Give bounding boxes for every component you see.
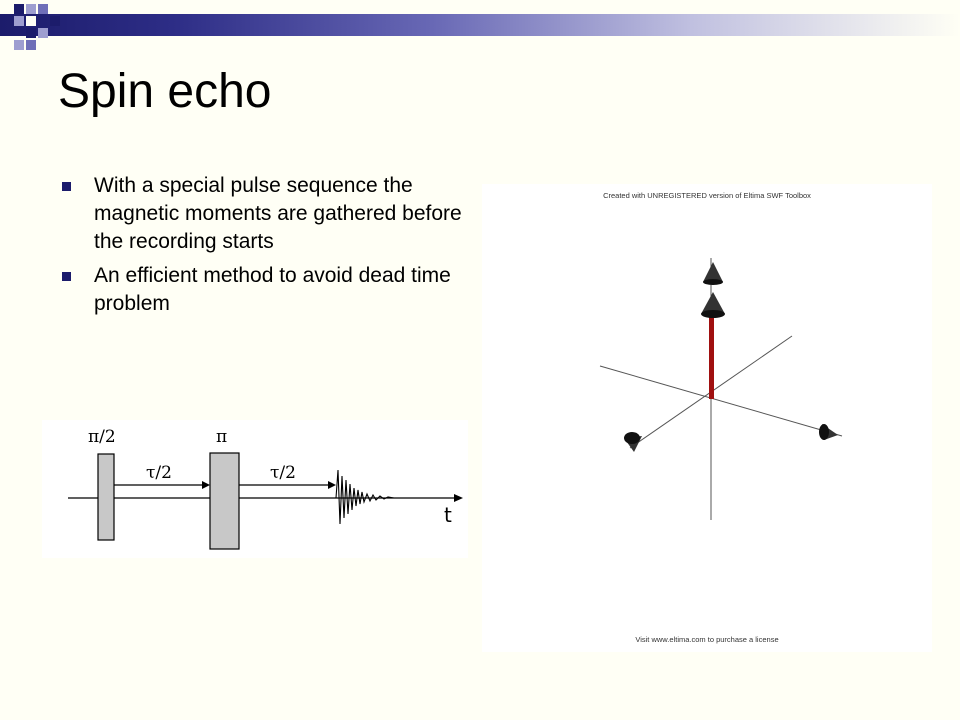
header-square-decoration	[26, 4, 36, 14]
bullet-item	[62, 262, 492, 318]
tau-half-label-2: τ/2	[270, 463, 296, 483]
header-square-decoration	[38, 28, 48, 38]
header-square-decoration	[14, 16, 24, 26]
time-axis-label: t	[444, 503, 452, 527]
header-square-decoration	[14, 40, 24, 50]
pi-pulse-block	[210, 453, 239, 549]
bullet-list	[62, 172, 492, 324]
tau-half-label-1: τ/2	[146, 463, 172, 483]
bullet-item	[62, 172, 492, 256]
slide-title: Spin echo	[58, 65, 272, 118]
header-square-decoration	[26, 16, 36, 26]
header-gradient-bar	[0, 14, 960, 36]
pi-half-pulse-block	[98, 454, 114, 540]
watermark-top: Created with UNREGISTERED version of Eltima SWF Toolbox	[603, 191, 811, 200]
pi-label: π	[216, 427, 228, 447]
pi-half-label: π/2	[88, 427, 116, 447]
watermark-bottom: Visit www.eltima.com to purchase a license	[635, 635, 779, 644]
bullet-text: With a special pulse sequence the magnetic moments are gathered before the recording starts	[94, 174, 462, 253]
spin-vector-animation	[482, 184, 932, 652]
bullet-text: An efficient method to avoid dead time problem	[94, 264, 451, 315]
header-square-decoration	[14, 4, 24, 14]
header-square-decoration	[26, 28, 36, 38]
header-square-decoration	[26, 40, 36, 50]
bullet-square-icon	[62, 272, 71, 281]
pulse-sequence-diagram	[42, 420, 468, 558]
animation-background	[482, 184, 932, 652]
magnetization-vector	[709, 314, 714, 399]
header-square-decoration	[50, 16, 60, 26]
header-square-decoration	[38, 4, 48, 14]
bullet-square-icon	[62, 182, 71, 191]
